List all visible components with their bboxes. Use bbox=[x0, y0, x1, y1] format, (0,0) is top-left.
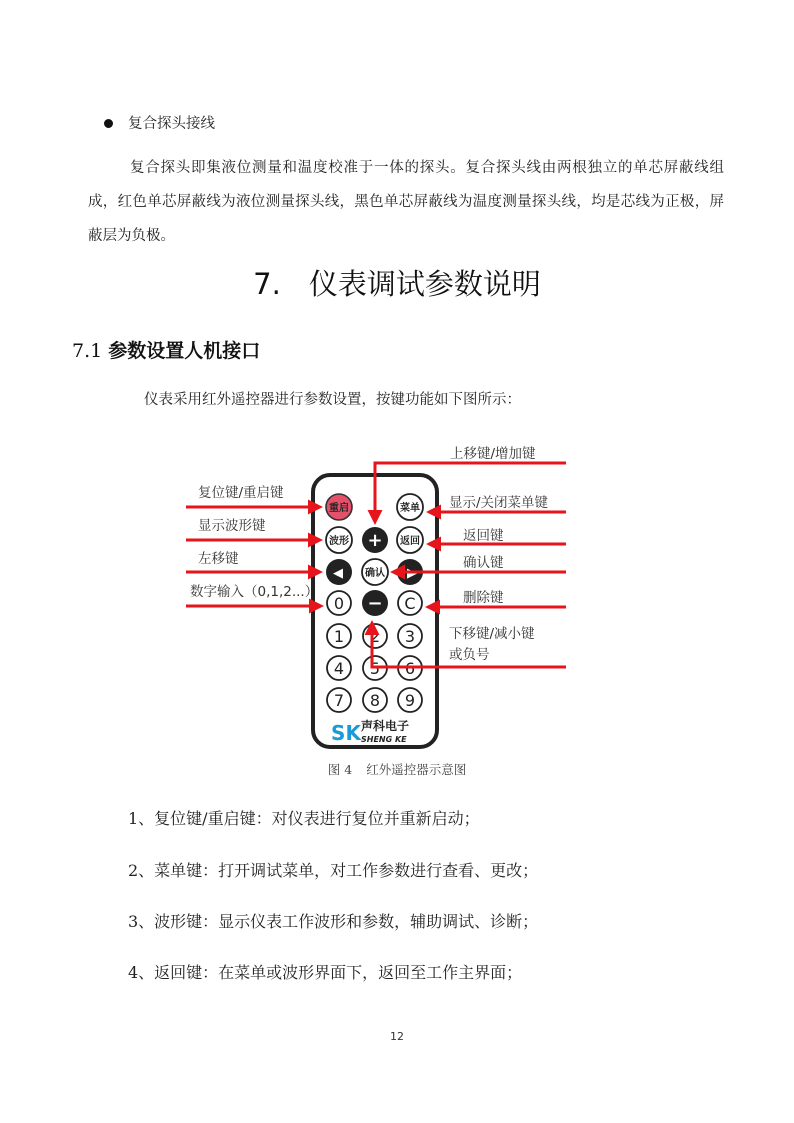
digit-3-label: 3 bbox=[404, 627, 416, 646]
right-arrow-icon: ▶ bbox=[407, 566, 417, 581]
reset-button-label: 重启 bbox=[329, 503, 349, 514]
label-clear-key: 删除键 bbox=[463, 590, 504, 606]
section-title-text: 仪表调试参数说明 bbox=[308, 267, 541, 301]
label-wave-key: 显示波形键 bbox=[198, 518, 266, 534]
list-item: 3、波形键：显示仪表工作波形和参数，辅助调试、诊断； bbox=[128, 912, 539, 931]
brand-name-en: SHENG KE bbox=[361, 735, 407, 744]
label-menu-key: 显示/关闭菜单键 bbox=[449, 495, 549, 511]
label-ok-key: 确认键 bbox=[463, 555, 504, 571]
label-up-key: 上移键/增加键 bbox=[450, 446, 536, 462]
clear-button-label: C bbox=[404, 594, 416, 613]
label-left-key: 左移键 bbox=[198, 551, 239, 567]
bullet-icon bbox=[104, 119, 113, 128]
wave-button-label: 波形 bbox=[329, 536, 349, 547]
digit-7-label: 7 bbox=[333, 691, 345, 710]
digit-1-label: 1 bbox=[333, 627, 345, 646]
page-number: 12 bbox=[390, 1030, 404, 1043]
remote-figure bbox=[0, 430, 794, 760]
figure-caption bbox=[0, 760, 794, 778]
plus-icon: + bbox=[367, 530, 383, 551]
paragraph: 复合探头即集液位测量和温度校准于一体的探头。复合探头线由两根独立的单芯屏蔽线组成，红色单芯屏蔽线为液位测量探头线，黑色单芯屏蔽线为温度测量探头线，均是芯线为正极，屏蔽层为负极。 bbox=[88, 160, 724, 244]
left-arrow-icon: ◀ bbox=[333, 566, 343, 581]
label-digit-input: 数字输入（0,1,2...） bbox=[190, 584, 319, 600]
label-negative-sign: 或负号 bbox=[449, 647, 490, 663]
section-title bbox=[0, 262, 794, 303]
list-item: 4、返回键：在菜单或波形界面下，返回至工作主界面； bbox=[128, 963, 523, 982]
digit-5-label: 5 bbox=[369, 659, 381, 678]
digit-4-label: 4 bbox=[333, 659, 345, 678]
figure-caption-text: 红外遥控器示意图 bbox=[366, 762, 467, 777]
digit-0-label: 0 bbox=[333, 594, 345, 613]
ok-button-label: 确认 bbox=[365, 568, 385, 579]
digit-9-label: 9 bbox=[404, 691, 416, 710]
figure-number: 图 4 bbox=[327, 762, 353, 777]
brand-name-cn: 声科电子 bbox=[361, 719, 410, 733]
brand-logo-icon: SK bbox=[331, 721, 361, 745]
minus-icon: − bbox=[367, 593, 383, 614]
back-button-label: 返回 bbox=[400, 536, 420, 547]
digit-6-label: 6 bbox=[404, 659, 416, 678]
label-reset-key: 复位键/重启键 bbox=[198, 485, 284, 501]
list-item: 2、菜单键：打开调试菜单，对工作参数进行查看、更改； bbox=[128, 861, 539, 880]
section-number: 7. bbox=[253, 267, 281, 301]
digit-2-label: 2 bbox=[369, 627, 381, 646]
label-down-key: 下移键/减小键 bbox=[449, 626, 535, 642]
menu-button-label: 菜单 bbox=[400, 503, 420, 514]
subsection-number: 7.1 bbox=[72, 340, 103, 362]
subsection-title-text: 参数设置人机接口 bbox=[108, 340, 261, 362]
subsection-title bbox=[72, 336, 260, 363]
intro-text: 仪表采用红外遥控器进行参数设置，按键功能如下图所示： bbox=[144, 392, 521, 408]
digit-8-label: 8 bbox=[369, 691, 381, 710]
label-back-key: 返回键 bbox=[463, 528, 504, 544]
bullet-text: 复合探头接线 bbox=[128, 116, 215, 132]
list-item: 1、复位键/重启键：对仪表进行复位并重新启动； bbox=[128, 809, 480, 828]
